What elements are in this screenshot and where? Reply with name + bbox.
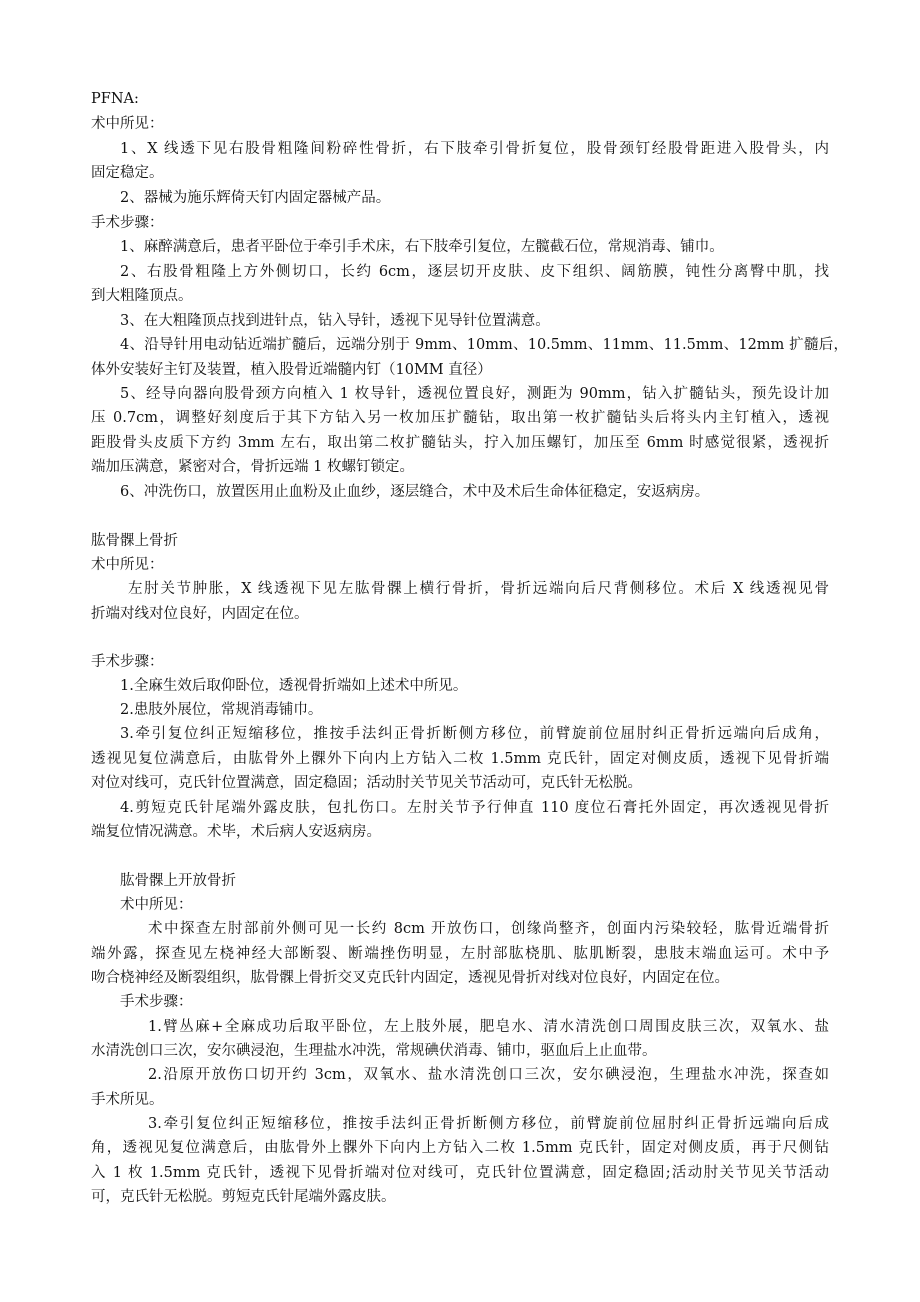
supracondylar-step-3-line-1: 3.牵引复位纠正短缩移位，推按手法纠正骨折断侧方移位，前臂旋前位屈肘纠正骨折远端向后成角， [120, 726, 829, 742]
supracondylar-steps-heading: 手术步骤： [91, 654, 164, 670]
open-fracture-step-3-line-1: 3.牵引复位纠正短缩移位，推按手法纠正骨折断侧方移位，前臂旋前位屈肘纠正骨折远端向后成 [148, 1116, 829, 1132]
open-fracture-step-2-line-2: 手术所见。 [91, 1092, 164, 1108]
supracondylar-step-4-line-2: 端复位情况满意。术毕，术后病人安返病房。 [91, 824, 381, 840]
open-fracture-step-3-line-2: 角，透视见复位满意后，由肱骨外上髁外下向内上方钻入二枚 1.5mm 克氏针，固定对侧皮质，再于尺侧钻 [91, 1140, 829, 1156]
open-fracture-step-1-line-2: 水清洗创口三次，安尔碘浸泡，生理盐水冲洗，常规碘伏消毒、铺巾，驱血后上止血带。 [91, 1043, 657, 1059]
supracondylar-step-3-line-2: 透视见复位满意后，由肱骨外上髁外下向内上方钻入二枚 1.5mm 克氏针，固定对侧皮质，透视下见骨折端 [91, 751, 829, 767]
supracondylar-step-4-line-1: 4.剪短克氏针尾端外露皮肤，包扎伤口。左肘关节予行伸直 110 度位石膏托外固定，再次透视见骨折 [120, 800, 829, 816]
pfna-steps-heading: 手术步骤： [91, 215, 164, 231]
pfna-step-5-line-4: 端加压满意，紧密对合，骨折远端 1 枚螺钉锁定。 [91, 459, 414, 475]
pfna-step-5-line-3: 距股骨头皮质下方约 3mm 左右，取出第二枚扩髓钻头，拧入加压螺钉，加压至 6mm 时感觉很紧，透视折 [91, 435, 829, 451]
supracondylar-step-2: 2.患肢外展位，常规消毒铺巾。 [120, 702, 323, 718]
supracondylar-findings-line-2: 折端对线对位良好，内固定在位。 [91, 606, 309, 622]
section-title-supracondylar: 肱骨髁上骨折 [91, 533, 178, 549]
open-fracture-findings-line-2: 端外露，探查见左桡神经大部断裂、断端挫伤明显，左肘部肱桡肌、肱肌断裂，患肢末端血运可。术中予 [91, 946, 829, 962]
pfna-findings-heading: 术中所见： [91, 116, 164, 132]
open-fracture-steps-heading: 手术步骤： [120, 994, 193, 1010]
pfna-finding-1-line-1: 1、X 线透下见右股骨粗隆间粉碎性骨折，右下肢牵引骨折复位，股骨颈钉经股骨距进入股骨头，内 [120, 141, 829, 157]
supracondylar-step-1: 1.全麻生效后取仰卧位，透视骨折端如上述术中所见。 [120, 678, 468, 694]
pfna-step-5-line-2: 压 0.7cm，调整好刻度后于其下方钻入另一枚加压扩髓钻，取出第一枚扩髓钻头后将头内主钉植入，透视 [91, 410, 829, 426]
pfna-step-5-line-1: 5、经导向器向股骨颈方向植入 1 枚导针，透视位置良好，测距为 90mm，钻入扩髓钻头，预先设计加 [120, 386, 829, 402]
open-fracture-findings-heading: 术中所见： [120, 897, 193, 913]
pfna-step-2-line-2: 到大粗隆顶点。 [91, 288, 193, 304]
open-fracture-step-2-line-1: 2.沿原开放伤口切开约 3cm，双氧水、盐水清洗创口三次，安尔碘浸泡，生理盐水冲洗，探查如 [148, 1067, 829, 1083]
pfna-step-4-line-2: 体外安装好主钉及装置，植入股骨近端髓内钉（10MM 直径） [91, 362, 492, 378]
supracondylar-step-3-line-3: 对位对线可，克氏针位置满意，固定稳固；活动肘关节见关节活动可，克氏针无松脱。 [91, 775, 642, 791]
supracondylar-findings-heading: 术中所见： [91, 557, 164, 573]
pfna-finding-2: 2、器械为施乐辉倚天钉内固定器械产品。 [120, 190, 391, 206]
pfna-step-4-line-1: 4、沿导针用电动钻近端扩髓后，远端分别于 9mm、10mm、10.5mm、11mm、11.5mm、12mm 扩髓后， [120, 337, 848, 353]
open-fracture-findings-line-3: 吻合桡神经及断裂组织，肱骨髁上骨折交叉克氏针内固定，透视见骨折对线对位良好，内固定在位。 [91, 970, 729, 986]
section-title-pfna: PFNA: [91, 91, 139, 107]
pfna-step-2-line-1: 2、右股骨粗隆上方外侧切口，长约 6cm，逐层切开皮肤、皮下组织、阔筋膜，钝性分离臀中肌，找 [120, 264, 829, 280]
section-title-open-fracture: 肱骨髁上开放骨折 [120, 873, 236, 889]
open-fracture-step-3-line-4: 可，克氏针无松脱。剪短克氏针尾端外露皮肤。 [91, 1189, 396, 1205]
pfna-step-1: 1、麻醉满意后，患者平卧位于牵引手术床，右下肢牵引复位，左髋截石位，常规消毒、铺巾。 [120, 239, 724, 255]
open-fracture-step-1-line-1: 1.臂丛麻+全麻成功后取平卧位，左上肢外展，肥皂水、清水清洗创口周围皮肤三次，双氧水、盐 [148, 1019, 829, 1035]
open-fracture-findings-line-1: 术中探查左肘部前外侧可见一长约 8cm 开放伤口，创缘尚整齐，创面内污染较轻，肱骨近端骨折 [148, 921, 829, 937]
pfna-step-6: 6、冲洗伤口，放置医用止血粉及止血纱，逐层缝合，术中及术后生命体征稳定，安返病房。 [120, 484, 710, 500]
pfna-finding-1-line-2: 固定稳定。 [91, 165, 164, 181]
open-fracture-step-3-line-3: 入 1 枚 1.5mm 克氏针，透视下见骨折端对位对线可，克氏针位置满意，固定稳固;活动肘关节见关节活动 [91, 1165, 829, 1181]
pfna-step-3: 3、在大粗隆顶点找到进针点，钻入导针，透视下见导针位置满意。 [120, 313, 550, 329]
supracondylar-findings-line-1: 左肘关节肿胀，X 线透视下见左肱骨髁上横行骨折，骨折远端向后尺背侧移位。术后 X 线透视见骨 [128, 581, 829, 597]
